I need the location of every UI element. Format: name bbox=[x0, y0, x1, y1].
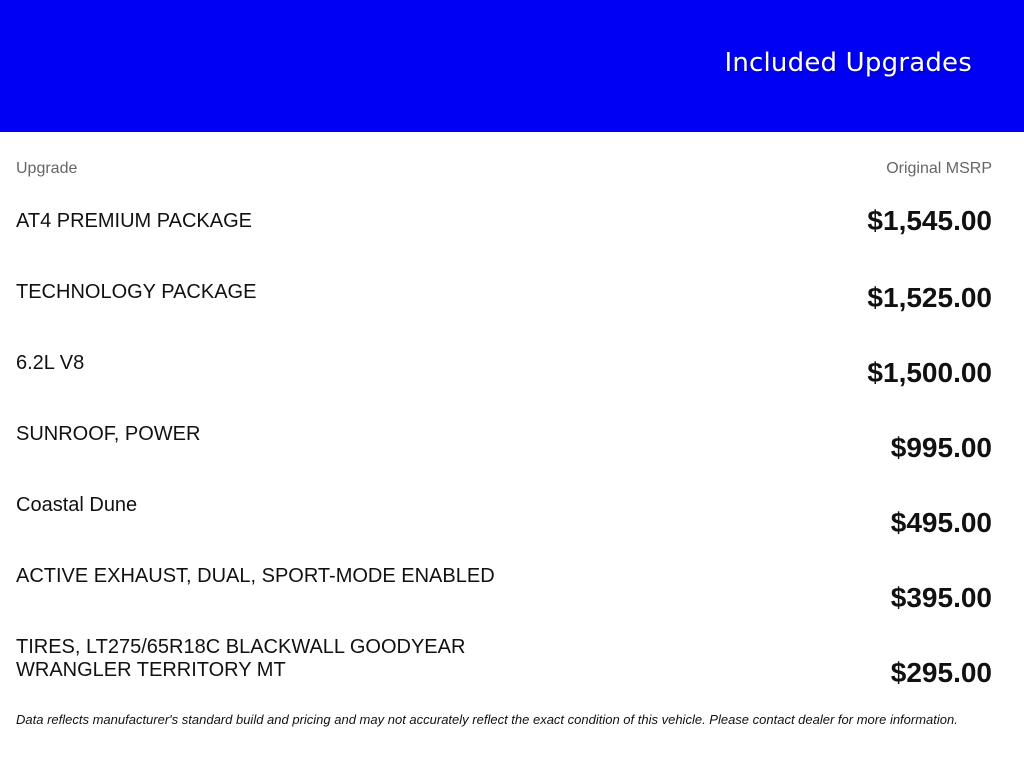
upgrade-price: $295.00 bbox=[890, 657, 992, 688]
table-row bbox=[16, 281, 992, 341]
upgrade-name: SUNROOF, POWER bbox=[16, 423, 201, 445]
upgrade-price: $1,525.00 bbox=[867, 282, 992, 313]
table-row bbox=[16, 423, 992, 483]
upgrade-price: $495.00 bbox=[890, 507, 992, 538]
upgrade-name: TIRES, LT275/65R18C BLACKWALL GOODYEAR WRANGLER TERRITORY MT bbox=[16, 636, 466, 681]
column-header-upgrade: Upgrade bbox=[16, 160, 78, 177]
table-row bbox=[16, 352, 992, 412]
upgrades-table bbox=[16, 160, 992, 688]
table-row bbox=[16, 636, 992, 696]
table-row bbox=[16, 494, 992, 554]
upgrade-name: 6.2L V8 bbox=[16, 352, 85, 374]
header-banner bbox=[0, 0, 1024, 132]
page-title: Included Upgrades bbox=[724, 48, 972, 78]
upgrade-price: $1,545.00 bbox=[867, 205, 992, 236]
upgrade-price: $395.00 bbox=[890, 582, 992, 613]
upgrade-name: Coastal Dune bbox=[16, 494, 138, 516]
upgrade-name: AT4 PREMIUM PACKAGE bbox=[16, 210, 252, 232]
column-header-msrp: Original MSRP bbox=[886, 160, 992, 177]
upgrade-name: ACTIVE EXHAUST, DUAL, SPORT-MODE ENABLED bbox=[16, 565, 495, 587]
disclaimer-text: Data reflects manufacturer's standard build and pricing and may not accurately reflect the exact condition of this vehicle. Please contact dealer for more information. bbox=[16, 712, 958, 727]
upgrade-price: $995.00 bbox=[890, 432, 992, 463]
upgrade-price: $1,500.00 bbox=[867, 357, 992, 388]
table-row bbox=[16, 205, 992, 270]
table-row bbox=[16, 565, 992, 625]
upgrade-name: TECHNOLOGY PACKAGE bbox=[16, 281, 257, 303]
table-header bbox=[16, 160, 992, 180]
